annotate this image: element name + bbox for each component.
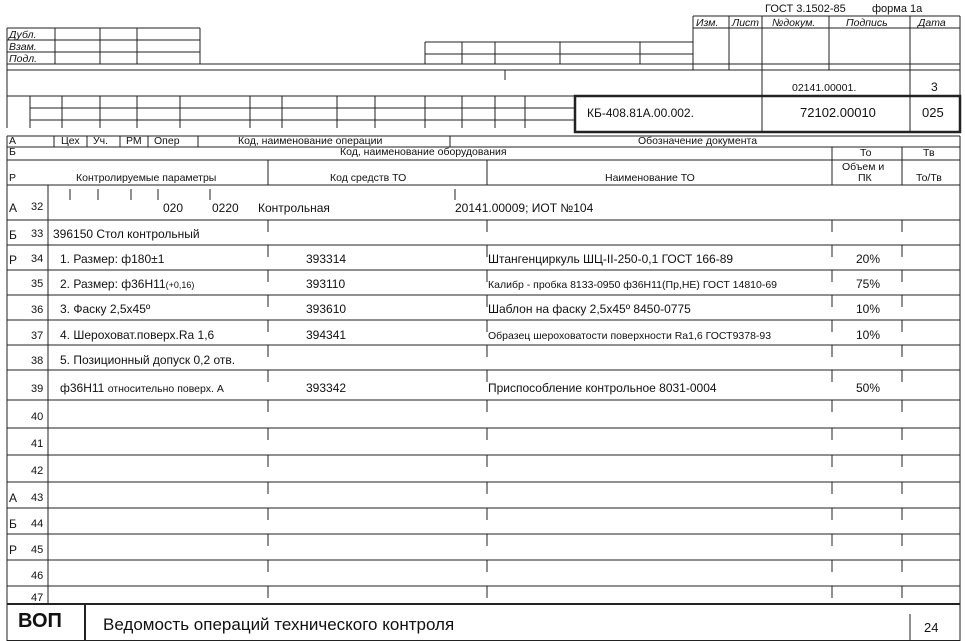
row-number: 43	[31, 492, 44, 504]
row-number: 39	[31, 383, 44, 395]
row-tool-name: Калибр - пробка 8133-0950 ф36Н11(Пр,НЕ) ГОСТ 14810-69	[488, 279, 778, 291]
side-label-podl: Подл.	[9, 53, 38, 65]
change-col-izm: Изм.	[696, 17, 719, 29]
col-params: Контролируемые параметры	[76, 172, 217, 184]
row-number: 36	[31, 304, 44, 316]
change-col-dokum: №докум.	[772, 17, 816, 29]
row-letter: Б	[9, 517, 17, 531]
col-row-b-letter: Б	[9, 146, 16, 158]
row-tool-code: 393110	[306, 277, 346, 291]
row-pk: 75%	[856, 277, 881, 291]
footer-form-code: ВОП	[18, 610, 62, 632]
col-tool-code: Код средств ТО	[330, 172, 407, 184]
col-tv: Тв	[923, 147, 935, 159]
row-number: 32	[31, 201, 44, 213]
col-tool-name: Наименование ТО	[605, 172, 695, 184]
col-equipment: Код, наименование оборудования	[340, 146, 507, 158]
gost-label: ГОСТ 3.1502-85	[765, 3, 846, 15]
row-pk: 20%	[856, 252, 881, 266]
col-doc-designation: Обозначение документа	[638, 135, 758, 147]
row-pk: 10%	[856, 328, 881, 342]
change-col-podpis: Подпись	[846, 17, 888, 29]
row-param: 1. Размер: ф180±1	[60, 252, 165, 266]
row-number: 42	[31, 465, 44, 477]
row-number: 38	[31, 355, 44, 367]
doc-designation: КБ-408.81А.00.002.	[587, 106, 694, 120]
col-oper: Опер	[154, 135, 180, 147]
row-number: 33	[31, 228, 44, 240]
change-col-data: Дата	[918, 17, 946, 29]
col-pk: ПК	[858, 172, 872, 184]
col-volume: Объем и	[842, 161, 885, 173]
row-pk: 10%	[856, 302, 881, 316]
row-letter: Р	[9, 543, 18, 557]
row-number: 47	[31, 592, 44, 604]
row-tool-code: 393342	[306, 381, 347, 395]
col-uch: Уч.	[93, 135, 109, 147]
row-tool-name: Штангенциркуль ШЦ-II-250-0,1 ГОСТ 166-89	[488, 252, 734, 266]
row-letter: А	[9, 491, 18, 505]
doc-code-main: 72102.00010	[800, 105, 876, 120]
row-tool-code: 393314	[306, 252, 347, 266]
row-tool-code: 394341	[306, 328, 347, 342]
form-label: форма 1а	[872, 3, 923, 15]
row-oper-name: Контрольная	[258, 201, 330, 215]
row-param-tolerance: (+0,16)	[165, 280, 195, 290]
row-equipment: 396150 Стол контрольный	[53, 227, 200, 241]
row-number: 44	[31, 518, 44, 530]
row-param: 2. Размер: ф36Н11(+0,16)	[60, 277, 195, 291]
col-row-r-letter: Р	[9, 172, 17, 184]
row-number: 41	[31, 438, 44, 450]
row-number: 34	[31, 253, 44, 265]
row-tool-name: Приспособление контрольное 8031-0004	[488, 381, 717, 395]
col-tseh: Цех	[61, 135, 80, 147]
row-doc: 20141.00009; ИОТ №104	[455, 201, 594, 215]
side-label-vzam: Взам.	[9, 41, 37, 53]
side-label-dubl: Дубл.	[9, 29, 37, 41]
row-oper-code: 020	[163, 201, 184, 215]
row-letter: Р	[9, 253, 18, 267]
footer-title: Ведомость операций технического контроля	[103, 615, 455, 634]
row-pk: 50%	[856, 381, 881, 395]
sheet-total: 3	[931, 80, 938, 94]
row-tool-code: 393610	[306, 302, 347, 316]
col-to: То	[860, 147, 872, 159]
row-number: 46	[31, 570, 44, 582]
row-param: 5. Позиционный допуск 0,2 отв.	[60, 353, 236, 367]
row-number: 35	[31, 278, 44, 290]
col-to-tv: То/Тв	[916, 172, 942, 184]
row-oper-num: 0220	[212, 201, 239, 215]
row-param: 3. Фаску 2,5х45º	[60, 302, 151, 316]
row-number: 40	[31, 411, 44, 423]
row-param-note: относительно поверх. А	[107, 383, 224, 395]
col-op-name: Код, наименование операции	[238, 135, 383, 147]
col-rm: РМ	[126, 135, 142, 147]
row-letter: Б	[9, 228, 17, 242]
row-tool-name: Образец шероховатости поверхности Ra1,6 ГОСТ9378-93	[488, 330, 772, 342]
doc-num: 025	[922, 105, 944, 120]
row-number: 37	[31, 330, 44, 342]
col-row-a-letter: А	[9, 135, 17, 147]
row-param: ф36Н11 относительно поверх. А	[60, 381, 224, 395]
change-col-list: Лист	[732, 17, 760, 29]
row-tool-name: Шаблон на фаску 2,5х45º 8450-0775	[488, 302, 691, 316]
doc-code-small: 02141.00001.	[792, 82, 857, 94]
row-number: 45	[31, 544, 44, 556]
row-letter: А	[9, 201, 18, 215]
footer-page: 24	[924, 620, 939, 635]
row-param: 4. Шероховат.поверх.Ra 1,6	[60, 328, 215, 342]
